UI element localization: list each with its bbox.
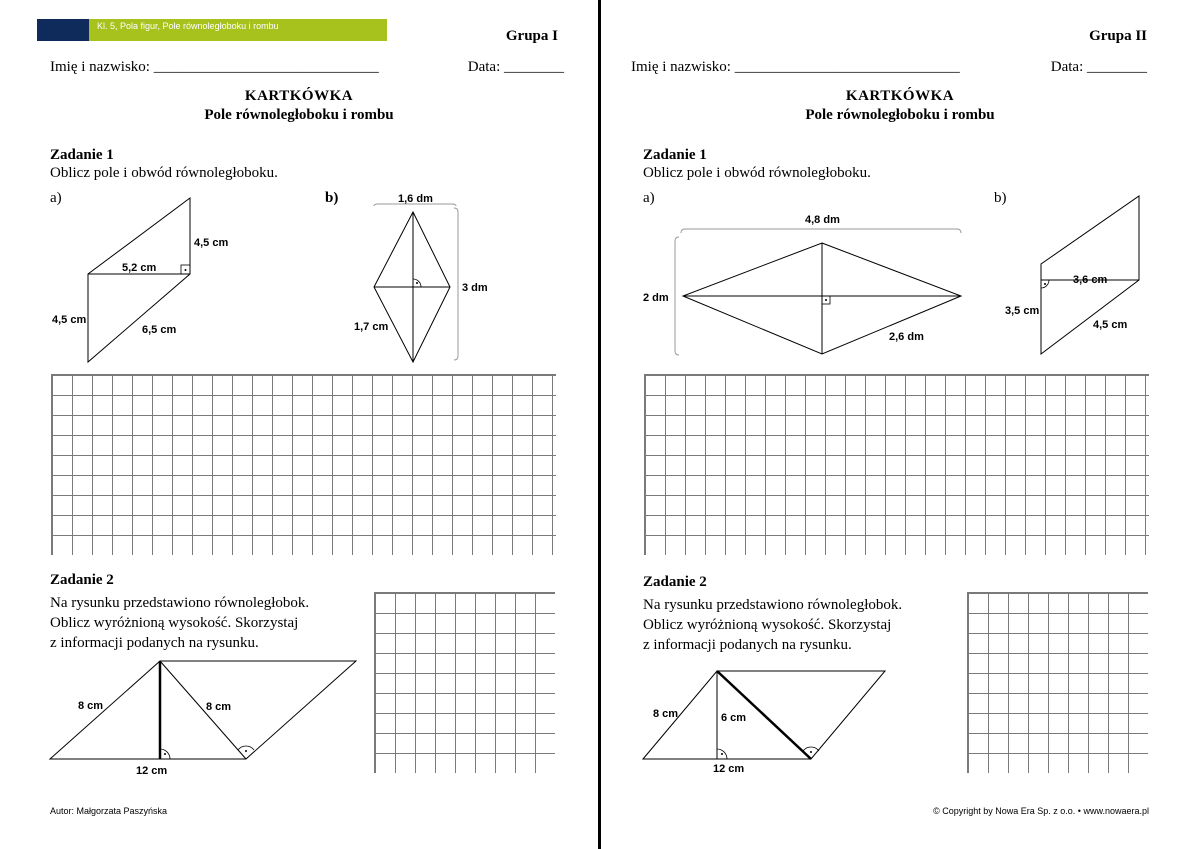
label-bottom-side: 6,5 cm [142,324,177,336]
task1-label-a: a) [50,190,62,206]
right-angle-dot-2 [245,750,247,752]
right-angle-dot-1 [721,753,723,755]
header-strip-navy [37,19,89,41]
task2-figure [641,665,901,780]
header-strip-text: Kl. 5, Pola figur, Pole równoległoboku i rombu [89,19,387,41]
task1-heading: Zadanie 1 [643,147,707,163]
label-height: 3 dm [462,282,488,294]
task1-figure-a [40,190,229,370]
label-left-side: 8 cm [78,700,104,712]
worksheet-group-2 [601,0,1199,849]
date-field[interactable]: Data: ________ [1050,59,1147,75]
label-bottom-side: 4,5 cm [1093,319,1128,331]
footer-author: Autor: Małgorzata Paszyńska [50,806,168,816]
answer-grid-task2[interactable] [374,592,555,773]
name-date-row [631,59,1147,76]
page-title: KARTKÓWKA [845,88,955,104]
task2-line-2: Oblicz wyróżnioną wysokość. Skorzystaj [643,617,892,633]
label-diagonal: 8 cm [206,701,232,713]
page-subtitle: Pole równoległoboku i rombu [204,107,394,123]
task2-figure [40,655,370,780]
page-subtitle: Pole równoległoboku i rombu [805,107,995,123]
task2-line-3: z informacji podanych na rysunku. [643,637,852,653]
footer-copyright: © Copyright by Nowa Era Sp. z o.o. • www.nowaera.pl [933,806,1149,816]
right-angle-dot [416,282,418,284]
date-field[interactable]: Data: ________ [467,59,564,75]
label-base: 12 cm [136,765,168,777]
height-bracket [454,208,458,360]
label-left-side: 4,5 cm [52,314,87,326]
header-strip [37,19,387,41]
task1-heading: Zadanie 1 [50,147,114,163]
task1-label-a: a) [643,190,655,206]
task1-instruction: Oblicz pole i obwód równoległoboku. [643,165,871,181]
height-bracket [675,237,679,355]
group-label: Grupa II [1089,28,1147,44]
page-title: KARTKÓWKA [244,88,354,104]
parallelogram-shape [88,198,190,362]
right-angle-arc-2 [238,746,254,750]
label-height: 6 cm [721,712,747,724]
label-top-side: 4,5 cm [194,237,229,249]
label-height: 3,6 cm [1073,274,1108,286]
task1-instruction: Oblicz pole i obwód równoległoboku. [50,165,278,181]
right-angle-dot-2 [810,751,812,753]
right-angle-dot [185,269,187,271]
task2-line-1: Na rysunku przedstawiono równoległobok. [643,597,903,613]
task2-line-3: z informacji podanych na rysunku. [50,635,259,651]
right-angle-dot-1 [164,753,166,755]
label-width: 4,8 dm [805,214,840,226]
name-field[interactable]: Imię i nazwisko: ______________________________ [631,59,960,75]
group-label: Grupa I [505,28,558,44]
task1-label-b: b) [994,190,1007,206]
label-height: 2 dm [643,292,669,304]
label-height: 5,2 cm [122,262,157,274]
task1-label-b: b) [325,190,339,206]
label-base: 12 cm [713,763,745,775]
task1-figure-b [340,190,488,370]
width-bracket [681,229,961,233]
diagonal-line [160,661,246,759]
task1-figure-a [641,205,981,365]
worksheet-group-1 [0,0,598,849]
label-left-side: 8 cm [653,708,679,720]
right-angle-dot [825,299,827,301]
name-field[interactable]: Imię i nazwisko: ______________________________ [50,59,379,75]
label-side: 2,6 dm [889,331,924,343]
answer-grid-task1[interactable] [51,374,556,555]
task2-heading: Zadanie 2 [50,572,114,588]
label-side: 1,7 cm [354,321,389,333]
answer-grid-task2[interactable] [967,592,1148,773]
task2-heading: Zadanie 2 [643,574,707,590]
task2-line-1: Na rysunku przedstawiono równoległobok. [50,595,310,611]
right-angle-dot [1044,283,1046,285]
name-date-row [50,59,564,76]
right-angle-arc-2 [803,747,819,751]
task1-figure-b [1001,190,1161,365]
task2-line-2: Oblicz wyróżnioną wysokość. Skorzystaj [50,615,299,631]
answer-grid-task1[interactable] [644,374,1149,555]
label-left-side: 3,5 cm [1005,305,1040,317]
label-width: 1,6 dm [398,193,433,205]
